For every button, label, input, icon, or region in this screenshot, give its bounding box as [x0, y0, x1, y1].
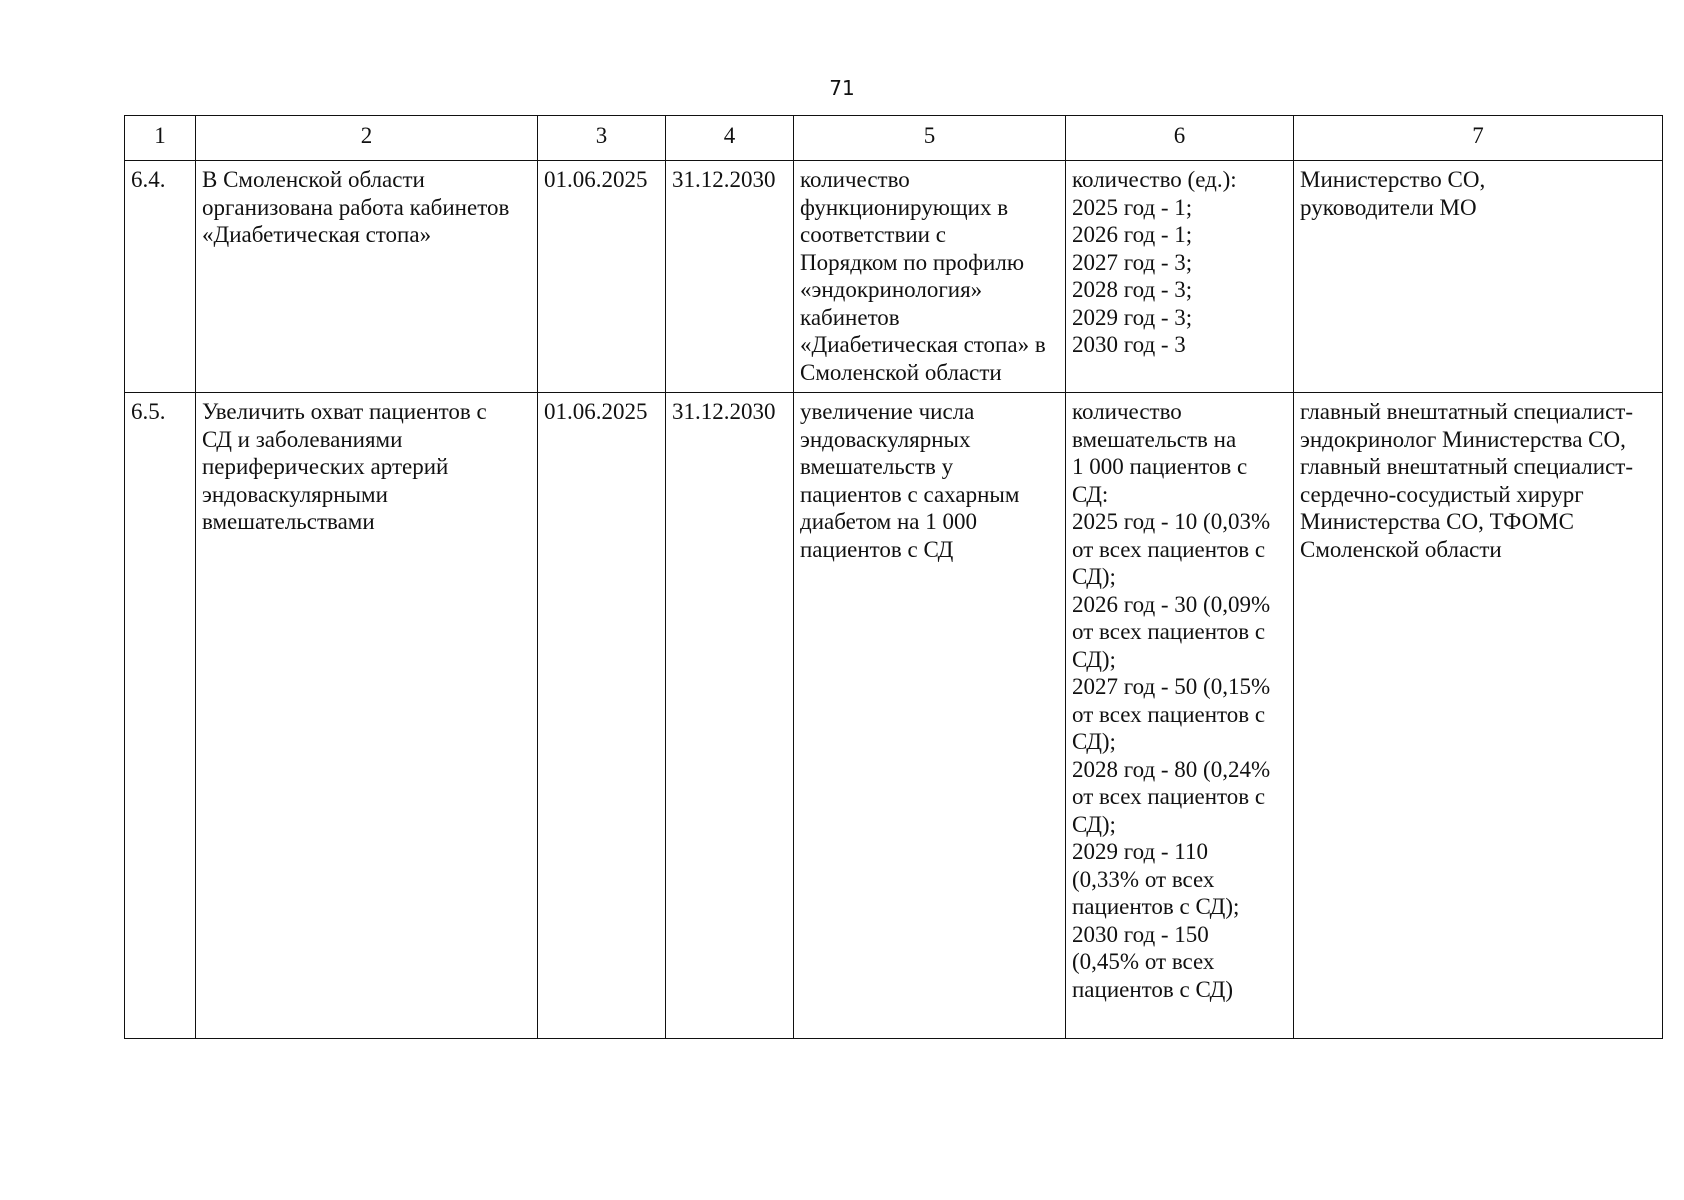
- header-col-4: 4: [666, 116, 794, 161]
- header-col-6: 6: [1066, 116, 1294, 161]
- indicator-cell: количество функционирующих в соответствии с Порядком по профилю «эндокринология» кабинетов «Диабетическая стопа» в Смоленской области: [794, 161, 1066, 393]
- start-date-cell: 01.06.2025: [538, 161, 666, 393]
- table-row: [125, 393, 1663, 1039]
- header-col-3: 3: [538, 116, 666, 161]
- header-col-2: 2: [196, 116, 538, 161]
- header-col-7: 7: [1294, 116, 1663, 161]
- values-cell: количество (ед.): 2025 год - 1; 2026 год - 1; 2027 год - 3; 2028 год - 3; 2029 год - 3; 2030 год - 3: [1066, 161, 1294, 393]
- row-number: 6.5.: [125, 393, 196, 1039]
- header-row: [125, 116, 1663, 161]
- end-date-cell: 31.12.2030: [666, 161, 794, 393]
- end-date-cell: 31.12.2030: [666, 393, 794, 1039]
- page-number: 71: [829, 76, 855, 100]
- start-date-cell: 01.06.2025: [538, 393, 666, 1039]
- values-cell: количество вмешательств на 1 000 пациентов с СД: 2025 год - 10 (0,03% от всех пациентов с СД); 2026 год - 30 (0,09% от всех пациентов с СД); 2027 год - 50 (0,15% от всех пациентов с СД); 2028 год - 80 (0,24% от всех пациентов с СД); 2029 год - 110 (0,33% от всех пациентов с СД); 2030 год - 150 (0,45% от всех пациентов с СД): [1066, 393, 1294, 1039]
- responsible-cell: главный внештатный специалист- эндокринолог Министерства СО, главный внештатный специалист- сердечно-сосудистый хирург Министерства СО, ТФОМС Смоленской области: [1294, 393, 1663, 1039]
- header-col-5: 5: [794, 116, 1066, 161]
- action-plan-table: [124, 115, 1663, 1039]
- table-row: [125, 161, 1663, 393]
- row-number: 6.4.: [125, 161, 196, 393]
- header-col-1: 1: [125, 116, 196, 161]
- event-cell: Увеличить охват пациентов с СД и заболеваниями периферических артерий эндоваскулярными вмешательствами: [196, 393, 538, 1039]
- event-cell: В Смоленской области организована работа кабинетов «Диабетическая стопа»: [196, 161, 538, 393]
- responsible-cell: Министерство СО, руководители МО: [1294, 161, 1663, 393]
- indicator-cell: увеличение числа эндоваскулярных вмешательств у пациентов с сахарным диабетом на 1 000 пациентов с СД: [794, 393, 1066, 1039]
